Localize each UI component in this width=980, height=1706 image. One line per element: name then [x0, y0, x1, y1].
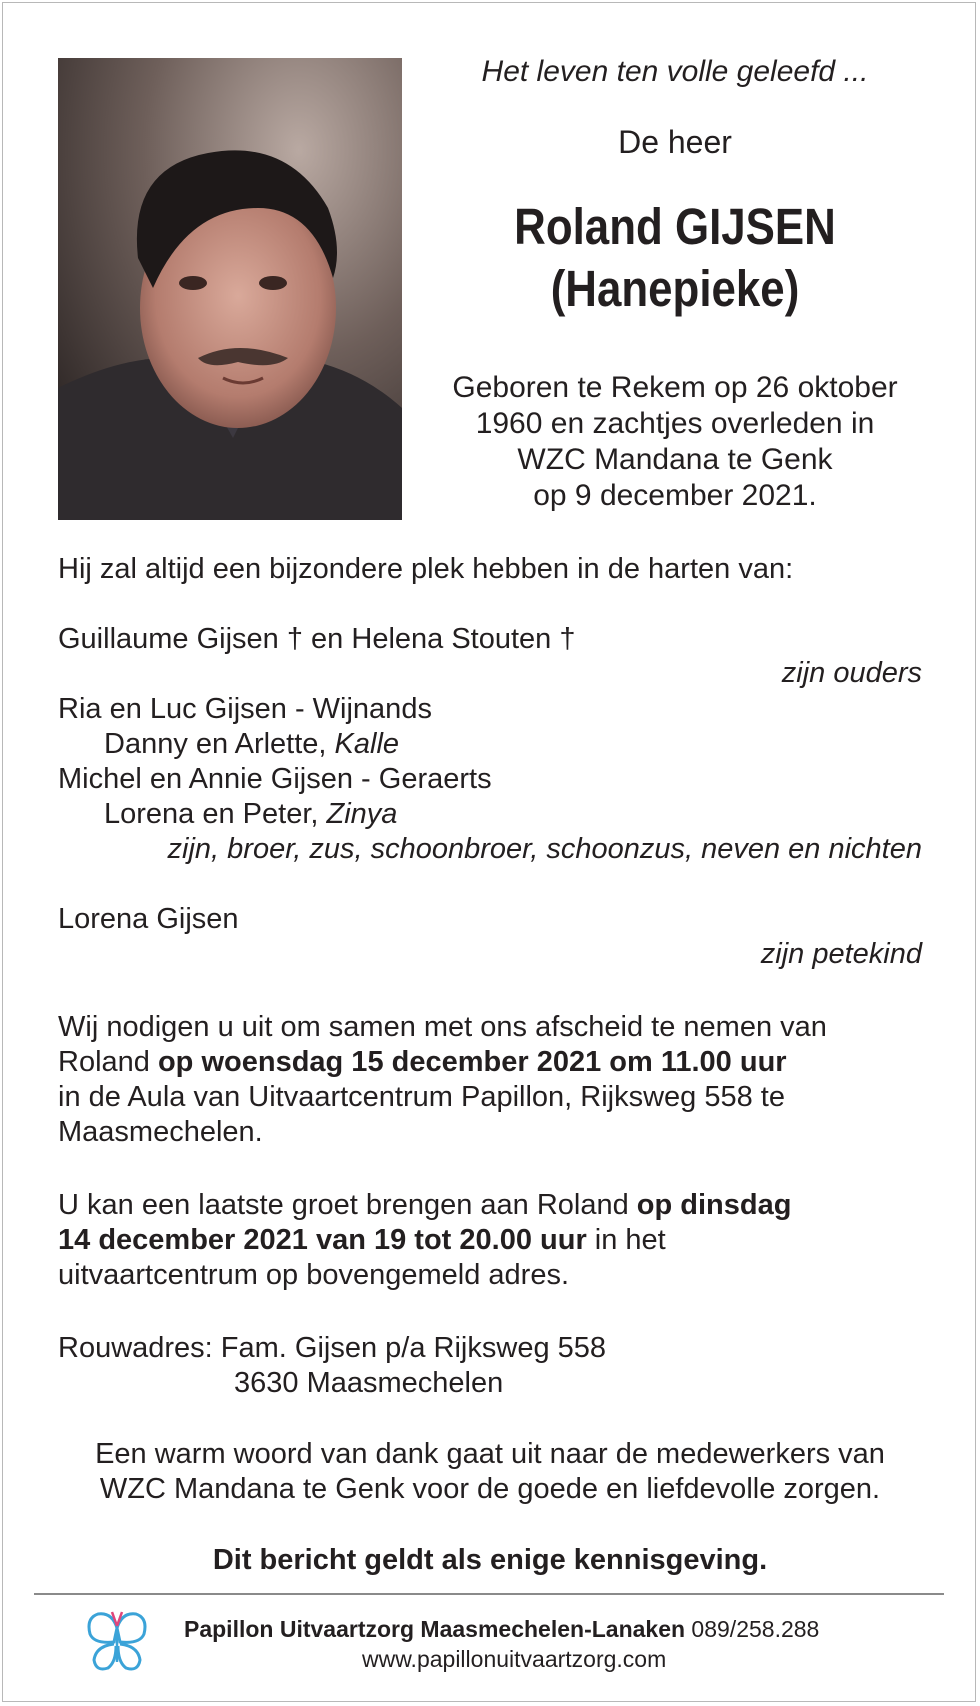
sibling-1-children	[104, 727, 399, 762]
deceased-full-name: Roland GIJSEN	[514, 198, 836, 255]
children-names: Danny en Arlette,	[104, 728, 335, 760]
thanks-line: Een warm woord van dank gaat uit naar de medewerkers van	[95, 1438, 885, 1470]
sibling-2: Michel en Annie Gijsen - Geraerts	[58, 763, 492, 795]
born-line: Geboren te Rekem op 26 oktober	[452, 371, 898, 404]
born-line: 1960 en zachtjes overleden in	[475, 407, 875, 440]
funeral-home-phone: 089/258.288	[685, 1616, 820, 1642]
mourning-postcode: 3630 Maasmechelen	[234, 1367, 504, 1399]
visit-line: uitvaartcentrum op bovengemeld adres.	[58, 1259, 570, 1291]
funeral-home-line	[184, 1614, 819, 1644]
farewell-line: Maasmechelen.	[58, 1116, 263, 1148]
grandchild-name: Kalle	[334, 728, 400, 760]
parents-role: zijn ouders	[781, 657, 922, 689]
birth-death-details	[430, 370, 920, 514]
motto: Het leven ten volle geleefd ...	[481, 55, 869, 88]
born-line: WZC Mandana te Genk	[517, 443, 833, 476]
footer-divider	[34, 1593, 944, 1595]
visit-datetime: 14 december 2021 van 19 tot 20.00 uur	[58, 1224, 587, 1256]
closing-notice: Dit bericht geldt als enige kennisgeving.	[212, 1544, 768, 1576]
portrait-photo	[58, 58, 402, 520]
portrait-illustration	[58, 58, 402, 520]
grandchild-name: Zinya	[326, 798, 398, 830]
deceased-nickname: (Hanepieke)	[550, 260, 800, 317]
funeral-home-name: Papillon Uitvaartzorg Maasmechelen-Lanaken	[184, 1616, 686, 1642]
godchild-role: zijn petekind	[760, 938, 922, 970]
sibling-2-children	[104, 797, 397, 832]
funeral-home-website[interactable]: www.papillonuitvaartzorg.com	[362, 1646, 667, 1672]
visit-line	[58, 1188, 791, 1223]
godchild: Lorena Gijsen	[58, 903, 239, 935]
farewell-datetime: op woensdag 15 december 2021 om 11.00 uur	[157, 1046, 787, 1078]
deceased-name	[464, 196, 885, 320]
visit-line	[58, 1223, 666, 1258]
farewell-line: Wij nodigen u uit om samen met ons afscheid te nemen van	[58, 1011, 827, 1043]
sibling-1: Ria en Luc Gijsen - Wijnands	[58, 693, 432, 725]
butterfly-logo-icon	[86, 1606, 148, 1674]
farewell-line: in de Aula van Uitvaartcentrum Papillon, Rijksweg 558 te	[58, 1081, 785, 1113]
parents: Guillaume Gijsen † en Helena Stouten †	[58, 623, 576, 655]
farewell-text: Roland	[58, 1046, 158, 1078]
thanks-line: WZC Mandana te Genk voor de goede en liefdevolle zorgen.	[99, 1473, 881, 1505]
born-line: op 9 december 2021.	[533, 479, 817, 512]
farewell-line	[58, 1045, 787, 1080]
siblings-role: zijn, broer, zus, schoonbroer, schoonzus, neven en nichten	[167, 833, 922, 865]
children-names: Lorena en Peter,	[104, 798, 327, 830]
visit-day: op dinsdag	[636, 1189, 792, 1221]
visit-text: in het	[586, 1224, 666, 1256]
family-intro: Hij zal altijd een bijzondere plek hebben in de harten van:	[58, 553, 794, 585]
visit-text: U kan een laatste groet brengen aan Roland	[58, 1189, 637, 1221]
honorific: De heer	[618, 124, 732, 160]
mourning-address: Rouwadres: Fam. Gijsen p/a Rijksweg 558	[58, 1332, 607, 1364]
